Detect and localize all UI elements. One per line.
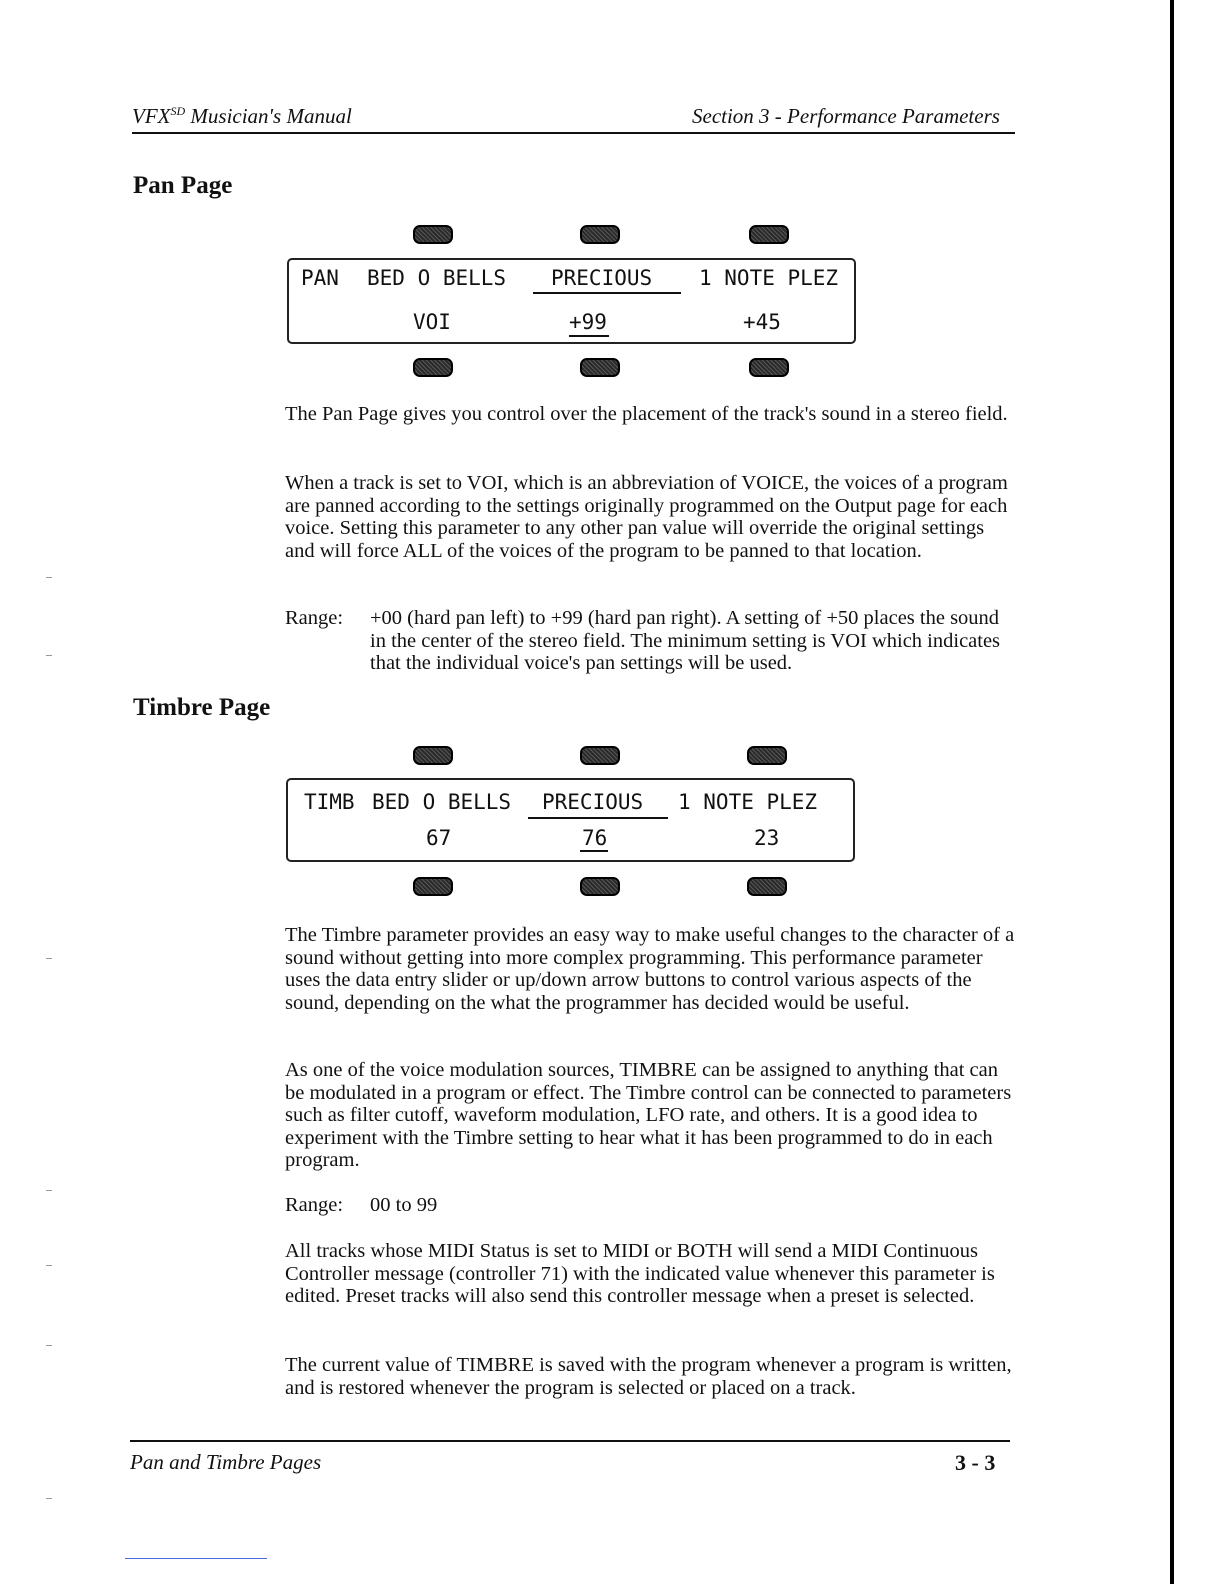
timbre-soft-button-bottom-1[interactable]: [413, 877, 453, 896]
pan-lcd-track3-name: 1 NOTE PLEZ: [699, 266, 839, 290]
section-title: Section 3 - Performance Parameters: [692, 104, 1000, 128]
pan-lcd-track1-name: BED O BELLS: [367, 266, 507, 290]
pan-lcd-track3-value: +45: [743, 310, 781, 334]
timbre-soft-button-top-3[interactable]: [747, 746, 787, 765]
pan-lcd-value-underline: [569, 335, 609, 337]
footer-rule: [130, 1440, 1010, 1442]
pan-soft-button-top-1[interactable]: [413, 225, 453, 244]
pan-lcd-display: [287, 258, 856, 344]
timbre-lcd-track2-value: 76: [582, 826, 608, 850]
timbre-lcd-track1-value: 67: [426, 826, 452, 850]
page-number: 3 - 3: [955, 1450, 996, 1475]
header-rule: [132, 132, 1015, 134]
timbre-paragraph-2: As one of the voice modulation sources, TIMBRE can be assigned to anything that can be modulated in a program or effect. The Timbre control can be connected to parameters such as filter cutoff, waveform modulation, LFO rate, and others. It is a good idea to experiment with the Timbre setting to hear what it has been programmed to do in each program.: [285, 1059, 1012, 1171]
timbre-lcd-display: [286, 778, 855, 862]
timbre-paragraph-1: The Timbre parameter provides an easy way to make useful changes to the character of a sound without getting into more complex programming. This performance parameter uses the data entry slider or up/down arrow buttons to control various aspects of the sound, depending on the what the programmer has decided would be useful.: [285, 924, 1015, 1014]
timbre-lcd-track1-name: BED O BELLS: [372, 790, 512, 814]
timbre-lcd-track3-value: 23: [754, 826, 780, 850]
timbre-paragraph-3: All tracks whose MIDI Status is set to MIDI or BOTH will send a MIDI Continuous Controller message (controller 71) with the indicated value whenever this parameter is edited. Preset tracks will also send this controller message when a preset is selected.: [285, 1240, 995, 1307]
pan-lcd-track2-value: +99: [569, 310, 607, 334]
timbre-range-label: Range:: [285, 1194, 344, 1216]
timbre-lcd-value-underline: [580, 850, 608, 852]
timbre-soft-button-bottom-2[interactable]: [580, 877, 620, 896]
timbre-lcd-label: TIMB: [304, 790, 355, 814]
pan-soft-button-bottom-3[interactable]: [749, 358, 789, 377]
manual-title: $VFX^{SD}$ Musician's Manual: [132, 104, 352, 128]
timbre-paragraph-4: The current value of TIMBRE is saved with the program whenever a program is written, and is restored whenever the program is selected or placed on a track.: [285, 1354, 1012, 1399]
timbre-lcd-track2-name: PRECIOUS: [542, 790, 644, 814]
timbre-range: [285, 1194, 1015, 1217]
pan-lcd-track1-value: VOI: [413, 310, 451, 334]
scan-edge-line: [1170, 0, 1174, 1584]
pan-page-heading: Pan Page: [133, 172, 233, 199]
pan-lcd-track2-name: PRECIOUS: [551, 266, 653, 290]
pan-lcd-label: PAN: [301, 266, 339, 290]
pan-range-label: Range:: [285, 607, 344, 629]
timbre-lcd-selection-underline: [528, 817, 668, 819]
pan-soft-button-top-2[interactable]: [580, 225, 620, 244]
pan-range: [285, 607, 1015, 675]
scan-tick: [46, 577, 52, 578]
scan-tick: [46, 1265, 52, 1266]
pan-paragraph-2: When a track is set to VOI, which is an abbreviation of VOICE, the voices of a program are panned according to the settings originally programmed on the Output page for each voice. Setting this parameter to any other pan value will override the original settings and will force ALL of the voices of the program to be panned to that location.: [285, 472, 1008, 562]
pan-soft-button-top-3[interactable]: [749, 225, 789, 244]
pan-range-text: +00 (hard pan left) to +99 (hard pan right). A setting of +50 places the sound in the center of the stereo field. The minimum setting is VOI which indicates that the individual voice's pan settings will be used.: [370, 607, 1001, 674]
scan-tick: [46, 655, 52, 656]
footer-title: Pan and Timbre Pages: [130, 1450, 322, 1474]
scan-tick: [46, 1190, 52, 1191]
timbre-soft-button-top-1[interactable]: [413, 746, 453, 765]
pan-paragraph-1: The Pan Page gives you control over the placement of the track's sound in a stereo field.: [285, 403, 1008, 425]
pan-soft-button-bottom-2[interactable]: [580, 358, 620, 377]
scan-tick: [46, 1498, 52, 1499]
timbre-page-heading: Timbre Page: [133, 694, 271, 721]
timbre-range-text: 00 to 99: [370, 1194, 438, 1216]
pan-lcd-selection-underline: [533, 292, 681, 294]
scan-blue-mark: [125, 1558, 267, 1559]
scan-tick: [46, 958, 52, 959]
timbre-soft-button-top-2[interactable]: [580, 746, 620, 765]
scan-tick: [46, 1345, 52, 1346]
timbre-soft-button-bottom-3[interactable]: [747, 877, 787, 896]
timbre-lcd-track3-name: 1 NOTE PLEZ: [678, 790, 818, 814]
pan-soft-button-bottom-1[interactable]: [413, 358, 453, 377]
